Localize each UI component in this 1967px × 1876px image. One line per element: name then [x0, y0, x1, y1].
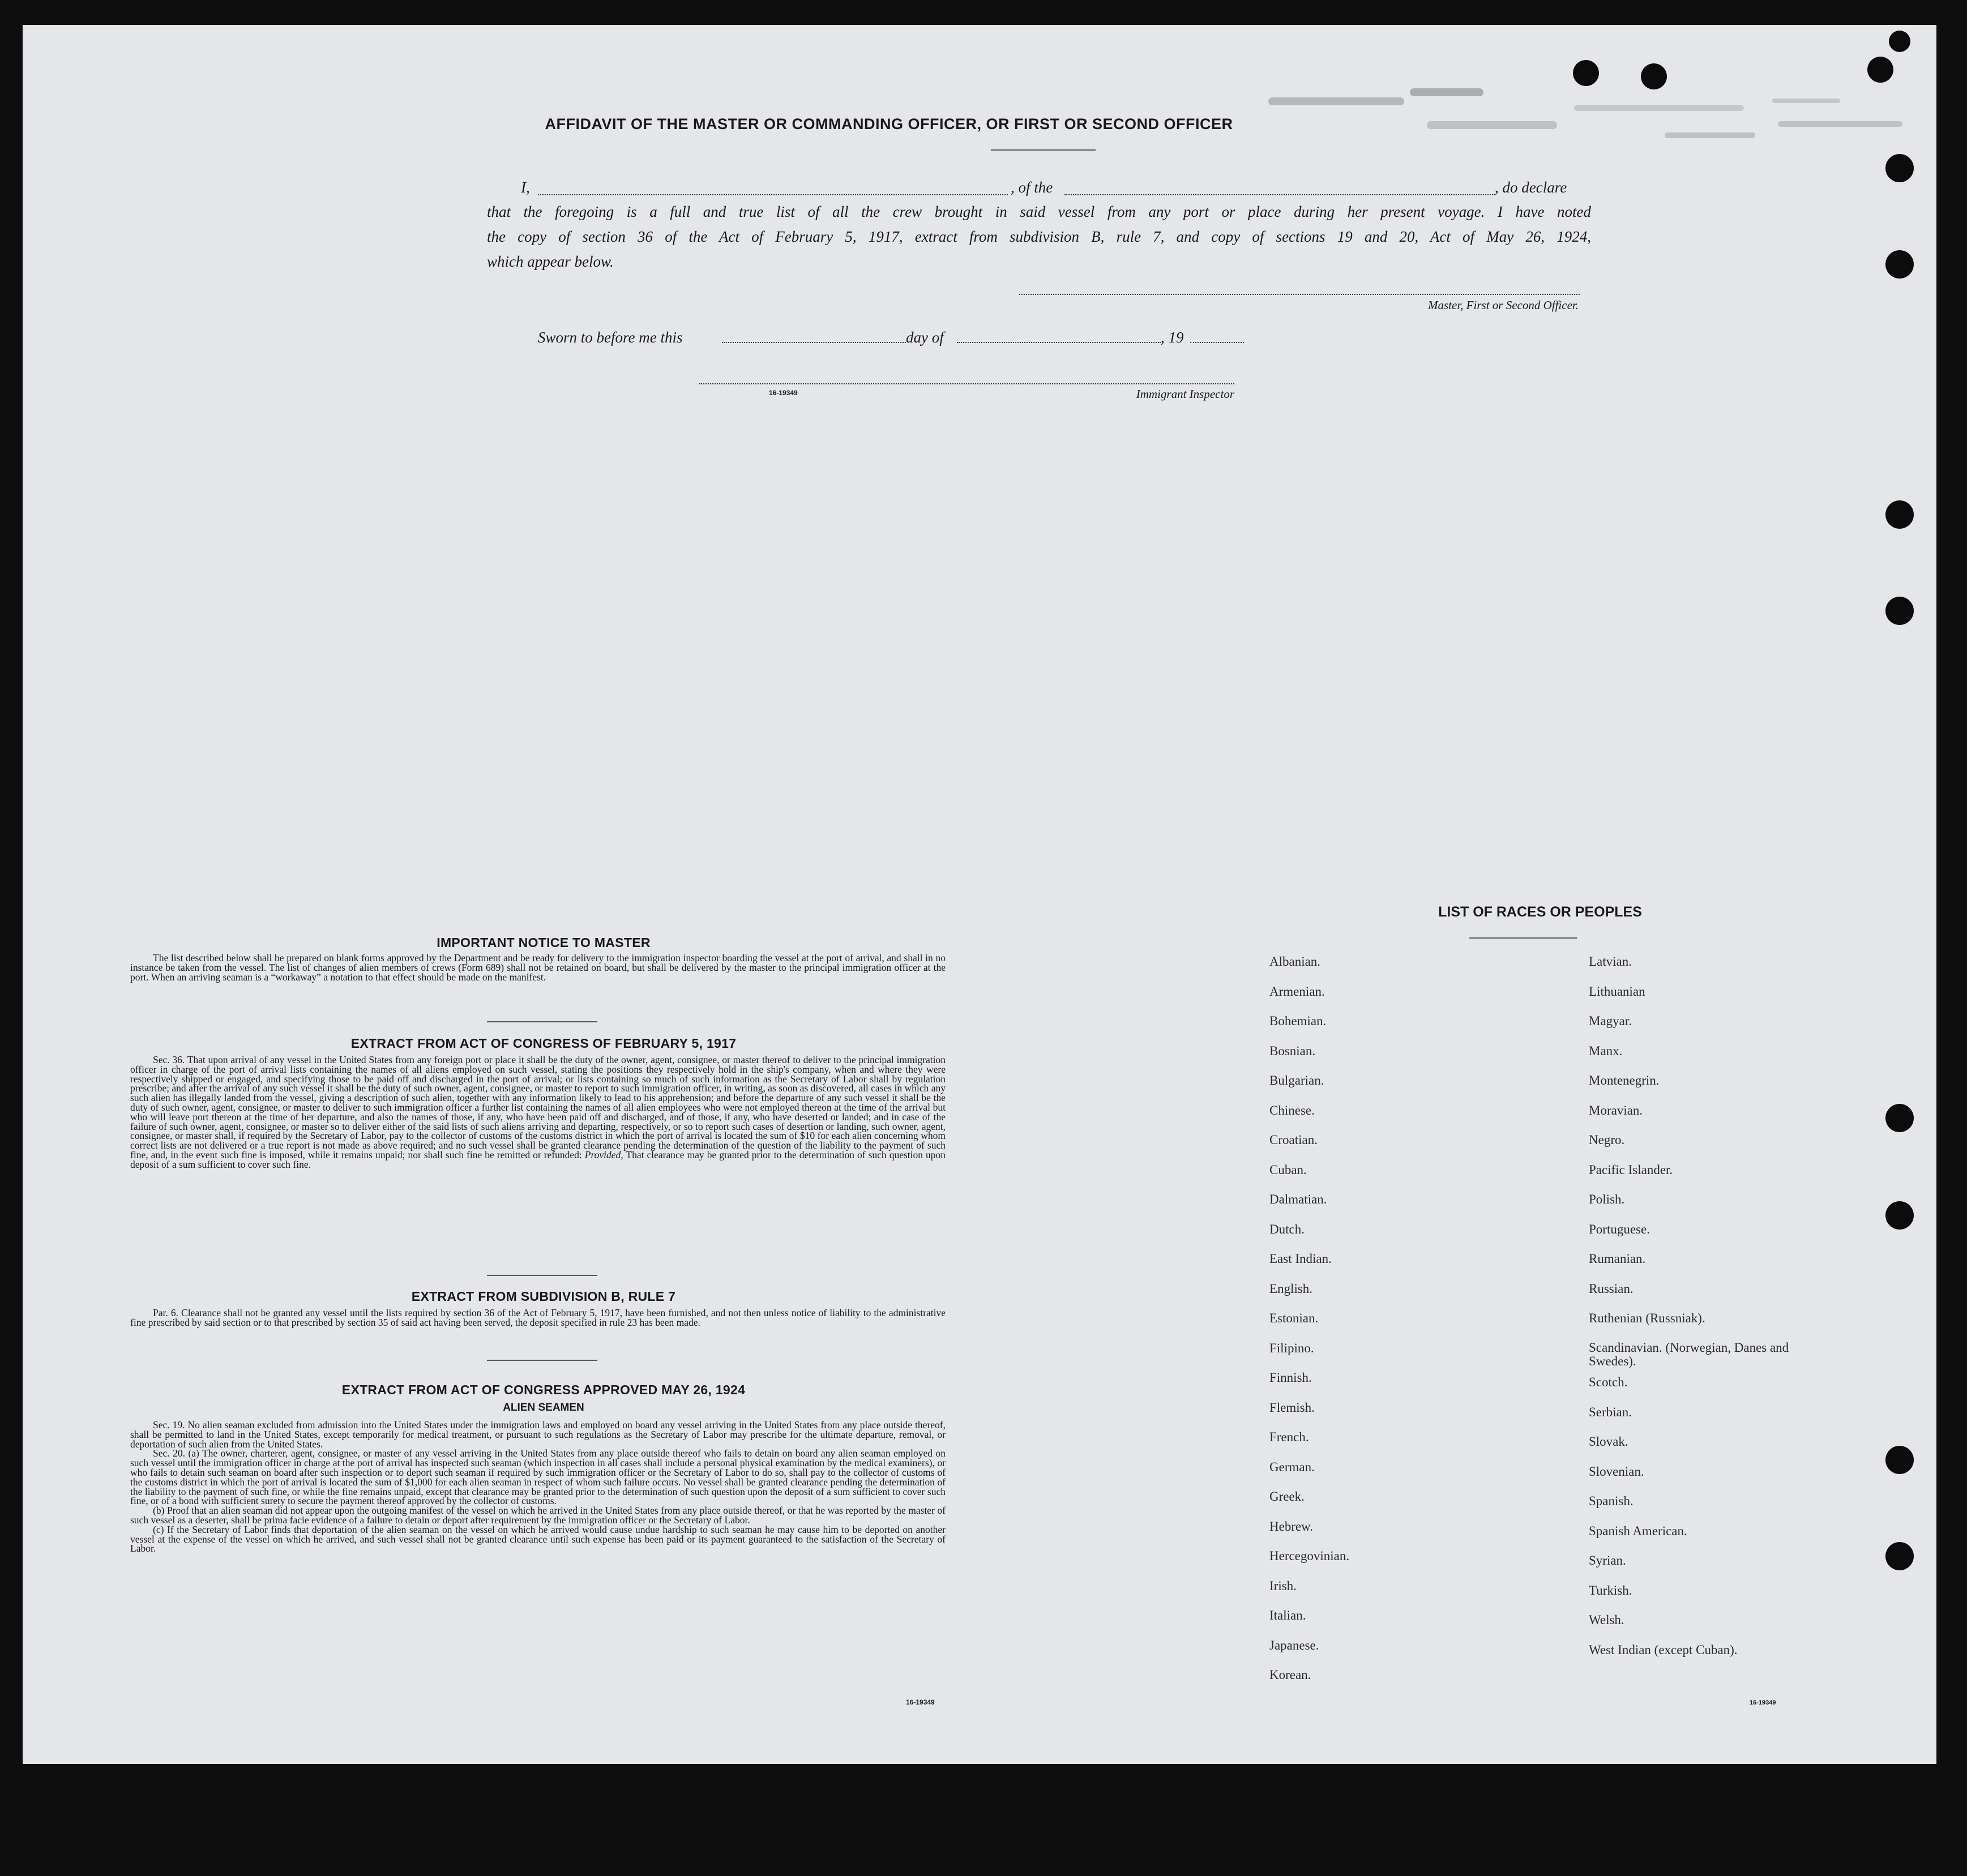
races-title: LIST OF RACES OR PEOPLES	[1438, 904, 1642, 920]
race-item: Cuban.	[1269, 1162, 1307, 1177]
race-item: Finnish.	[1269, 1370, 1312, 1385]
race-item: Montenegrin.	[1589, 1073, 1660, 1087]
race-item: Portuguese.	[1589, 1222, 1650, 1236]
races-form-number: 16-19349	[1750, 1699, 1776, 1706]
affidavit-i-label: I,	[521, 179, 530, 196]
race-item: Filipino.	[1269, 1340, 1314, 1355]
punch-hole	[1867, 57, 1893, 83]
inspector-signature-blank[interactable]	[699, 383, 1234, 384]
extract-1917-text	[130, 1055, 946, 1170]
race-item: Spanish American.	[1589, 1523, 1687, 1538]
sworn-month-blank[interactable]	[957, 342, 1161, 343]
race-item: German.	[1269, 1459, 1315, 1474]
race-item: Croatian.	[1269, 1133, 1318, 1147]
signature-label: Master, First or Second Officer.	[1428, 298, 1579, 312]
race-item: Chinese.	[1269, 1103, 1315, 1117]
sworn-day-blank[interactable]	[722, 342, 906, 343]
race-item: Greek.	[1269, 1489, 1305, 1504]
punch-hole	[1641, 63, 1667, 89]
race-item: Negro.	[1589, 1133, 1625, 1147]
affidavit-declare-label: , do declare	[1495, 179, 1567, 196]
race-item: Japanese.	[1269, 1638, 1319, 1652]
race-item: Hebrew.	[1269, 1519, 1314, 1534]
ink-smudge	[1778, 121, 1902, 127]
punch-hole	[1573, 60, 1599, 86]
race-item: Bulgarian.	[1269, 1073, 1324, 1087]
race-item: Syrian.	[1589, 1553, 1626, 1567]
race-item: Rumanian.	[1589, 1252, 1646, 1266]
race-item: Turkish.	[1589, 1583, 1632, 1597]
ink-smudge	[1574, 105, 1744, 111]
notice-paragraph: The list described below shall be prepared on blank forms approved by the Department and be ready for delivery to the immigration inspector boarding the vessel at the port of arrival, and shall in no instance be taken from the vessel. The list of changes of alien members of crews (Form 689) shall not be retained on board, but shall be delivered by the master to the principal immigration officer at the port. When an arriving seaman is a “workaway” a notation to that effect should be made on the manifest.	[130, 952, 946, 983]
race-item: Hercegovinian.	[1269, 1549, 1350, 1563]
ink-smudge	[1665, 132, 1755, 138]
race-item: Lithuanian	[1589, 984, 1645, 999]
race-item: Armenian.	[1269, 984, 1325, 999]
section-divider	[487, 1021, 597, 1022]
notice-title: IMPORTANT NOTICE TO MASTER	[437, 935, 651, 950]
sworn-year-label: , 19	[1161, 329, 1184, 346]
sec20c-paragraph: (c) If the Secretary of Labor finds that deportation of the alien seaman on the vessel on which he arrived would cause undue hardship to such seaman he may cause him to be deported on another vessel at the expense of the vessel on which he arrived, and such vessel shall not be granted clearance until such expense has been paid or its payment guaranteed to the satisfaction of the Secretary of Labor.	[130, 1523, 946, 1554]
race-item: East Indian.	[1269, 1252, 1332, 1266]
race-item: Serbian.	[1589, 1404, 1632, 1419]
races-title-underline	[1469, 937, 1577, 939]
race-item: Polish.	[1589, 1192, 1625, 1206]
punch-hole	[1889, 31, 1910, 52]
race-item: Latvian.	[1589, 954, 1632, 969]
race-item: Italian.	[1269, 1608, 1306, 1622]
race-item: Pacific Islander.	[1589, 1162, 1673, 1177]
race-item: Slovenian.	[1589, 1464, 1644, 1479]
race-item: Bosnian.	[1269, 1043, 1316, 1058]
sec20a-paragraph: Sec. 20. (a) The owner, charterer, agent, consignee, or master of any vessel arriving in the United States from any place outside thereof who fails to detain on board any alien seaman employed on such vessel until the immigration officer in charge at the port of arrival has inspected such seaman (which inspection in all cases shall include a personal physical examination by the medical examiners), or who fails to detain such seaman on board after such inspection or to deport such seaman if required by such immigration officer or the Secretary of Labor to do so, shall pay to the collector of customs of the customs district in which the port of arrival is located the sum of $1,000 for each alien seaman in respect of whom such failure occurs. No vessel shall be granted clearance pending the determination of the liability to the payment of such fine, or while the fine remains unpaid, except that clearance may be granted prior to the determination of such question upon the deposit of a sum sufficient to cover such fine, or of a bond with sufficient surety to secure the payment thereof approved by the collector of customs.	[130, 1447, 946, 1507]
ink-smudge	[1772, 98, 1840, 103]
section-divider	[487, 1275, 597, 1276]
race-item: Magyar.	[1589, 1014, 1632, 1028]
punch-hole	[1885, 154, 1914, 182]
race-item: French.	[1269, 1430, 1309, 1444]
race-item: Moravian.	[1589, 1103, 1643, 1117]
punch-hole	[1885, 1201, 1914, 1230]
extract-1917-proviso: That clearance may be granted prior to the determination of such question upon deposit of a sum sufficient to cover such fine.	[130, 1149, 946, 1170]
punch-hole	[1885, 500, 1914, 529]
race-item: Spanish.	[1589, 1494, 1634, 1508]
extract-1917-title: EXTRACT FROM ACT OF CONGRESS OF FEBRUARY 5, 1917	[350, 1036, 737, 1051]
race-item: Scotch.	[1589, 1375, 1628, 1389]
affidavit-body-line-3: which appear below.	[487, 253, 614, 270]
race-item: Bohemian.	[1269, 1014, 1327, 1028]
punch-hole	[1885, 1446, 1914, 1474]
punch-hole	[1885, 1542, 1914, 1570]
punch-hole	[1885, 597, 1914, 625]
race-item: West Indian (except Cuban).	[1589, 1642, 1738, 1657]
race-item: Scandinavian. (Norwegian, Danes and Swedes).	[1589, 1340, 1789, 1368]
notice-text	[130, 953, 946, 982]
section-divider	[487, 1360, 597, 1361]
vessel-blank[interactable]	[1064, 194, 1495, 195]
race-item: Manx.	[1589, 1043, 1623, 1058]
race-item: Russian.	[1589, 1281, 1634, 1296]
name-blank[interactable]	[538, 194, 1008, 195]
punch-hole	[1885, 1104, 1914, 1132]
affidavit-title: AFFIDAVIT OF THE MASTER OR COMMANDING OFFICER, OR FIRST OR SECOND OFFICER	[545, 115, 1233, 132]
affidavit-body-line-2: the copy of section 36 of the Act of February 5, 1917, extract from subdivision B, rule 7, and copy of sections 19 and 20, Act of May 26, 1924,	[487, 228, 1591, 245]
extract-1924-text	[130, 1420, 946, 1553]
inspector-label: Immigrant Inspector	[1136, 387, 1234, 401]
ink-smudge	[1427, 121, 1557, 129]
extract-1924-subtitle: ALIEN SEAMEN	[503, 1402, 584, 1414]
affidavit-form-number: 16-19349	[769, 389, 798, 397]
signature-blank[interactable]	[1019, 294, 1580, 295]
race-item: Irish.	[1269, 1578, 1297, 1593]
extract-form-number: 16-19349	[906, 1698, 935, 1706]
sec20b-paragraph: (b) Proof that an alien seaman did not appear upon the outgoing manifest of the vessel on which he arrived in the United States from any place outside thereof, or that he was reported by the master of such vessel as a deserter, shall be prima facie evidence of a failure to detain or deport after requirement by the immigration officer or the Secretary of Labor.	[130, 1505, 946, 1526]
sworn-day-of-label: day of	[906, 329, 944, 346]
race-item: Slovak.	[1589, 1434, 1628, 1449]
race-item: Estonian.	[1269, 1311, 1319, 1325]
ink-smudge	[1410, 88, 1483, 96]
document-page	[23, 25, 1936, 1764]
rule7-paragraph: Par. 6. Clearance shall not be granted any vessel until the lists required by section 36 of the Act of February 5, 1917, have been furnished, and not then unless notice of liability to the administrative fine prescribed by said section or to that prescribed by section 35 of said act having been served, the deposit specified in rule 23 has been made.	[130, 1307, 946, 1328]
affidavit-of-the-label: , of the	[1011, 179, 1053, 196]
race-item: Welsh.	[1589, 1613, 1624, 1627]
sec19-paragraph: Sec. 19. No alien seaman excluded from admission into the United States under the immigration laws and employed on board any vessel arriving in the United States from any place outside thereof, shall be permitted to land in the United States, except temporarily for medical treatment, or pursuant to such regulations as the Secretary of Labor may prescribe for the ultimate departure, removal, or deportation of such alien from the United States.	[130, 1419, 946, 1450]
race-item: Ruthenian (Russniak).	[1589, 1311, 1705, 1325]
race-item: Dalmatian.	[1269, 1192, 1327, 1206]
affidavit-body-line-1: that the foregoing is a full and true list of all the crew brought in said vessel from any port or place during her present voyage. I have noted	[487, 203, 1591, 220]
sworn-year-blank[interactable]	[1190, 342, 1244, 343]
race-item: Dutch.	[1269, 1222, 1305, 1236]
ink-smudge	[1268, 97, 1404, 105]
title-underline	[991, 149, 1096, 151]
punch-hole	[1885, 250, 1914, 279]
race-item: Albanian.	[1269, 954, 1321, 969]
rule7-title: EXTRACT FROM SUBDIVISION B, RULE 7	[411, 1289, 676, 1304]
extract-1924-title: EXTRACT FROM ACT OF CONGRESS APPROVED MAY 26, 1924	[341, 1382, 746, 1397]
provided-word: Provided,	[584, 1149, 623, 1160]
race-item: English.	[1269, 1281, 1313, 1296]
race-item: Korean.	[1269, 1668, 1311, 1682]
rule7-text	[130, 1308, 946, 1327]
extract-1917-body: Sec. 36. That upon arrival of any vessel in the United States from any foreign port or place it shall be the duty of the owner, agent, consignee, or master thereof to deliver to the principal immigration officer in charge of the port of arrival lists containing the names of all aliens employed on such vessel, stating the positions they respectively hold in the ship's company, when and where they were respectively shipped or engaged, and specifying those to be paid off and discharged in the port of arrival; or lists containing so much of such information as the Secretary of Labor shall by regulation prescribe; and after the arrival of any such vessel it shall be the duty of such owner, agent, consignee, or master to report to such immigration officer, in writing, as soon as discovered, all cases in which any such alien has illegally landed from the vessel, giving a description of such alien, together with any information likely to lead to his apprehension; and before the departure of any such vessel it shall be the duty of such owner, agent, consignee, or master to deliver to such immigration officer a further list containing the names of all alien employees who were not employed thereon at the time of the arrival but who will leave port thereon at the time of her departure, and also the names of those, if any, who have been paid off and discharged, and of those, if any, who have deserted or landed; and in case of the failure of such owner, agent, consignee, or master so to deliver either of the said lists of such aliens arriving and departing, respectively, or so to report such cases of desertion or landing, such owner, agent, consignee, or master shall, if required by the Secretary of Labor, pay to the collector of customs of the customs district in which the port of arrival is located the sum of $10 for each alien concerning whom correct lists are not delivered or a true report is not made as above required; and no such vessel shall be granted clearance pending the determination of the question of the liability to the payment of such fine, and, in the event such fine is imposed, while it remains unpaid; nor shall such fine be remitted or refunded:	[130, 1054, 946, 1160]
race-item: Flemish.	[1269, 1400, 1315, 1415]
sworn-text: Sworn to before me this	[538, 329, 683, 346]
